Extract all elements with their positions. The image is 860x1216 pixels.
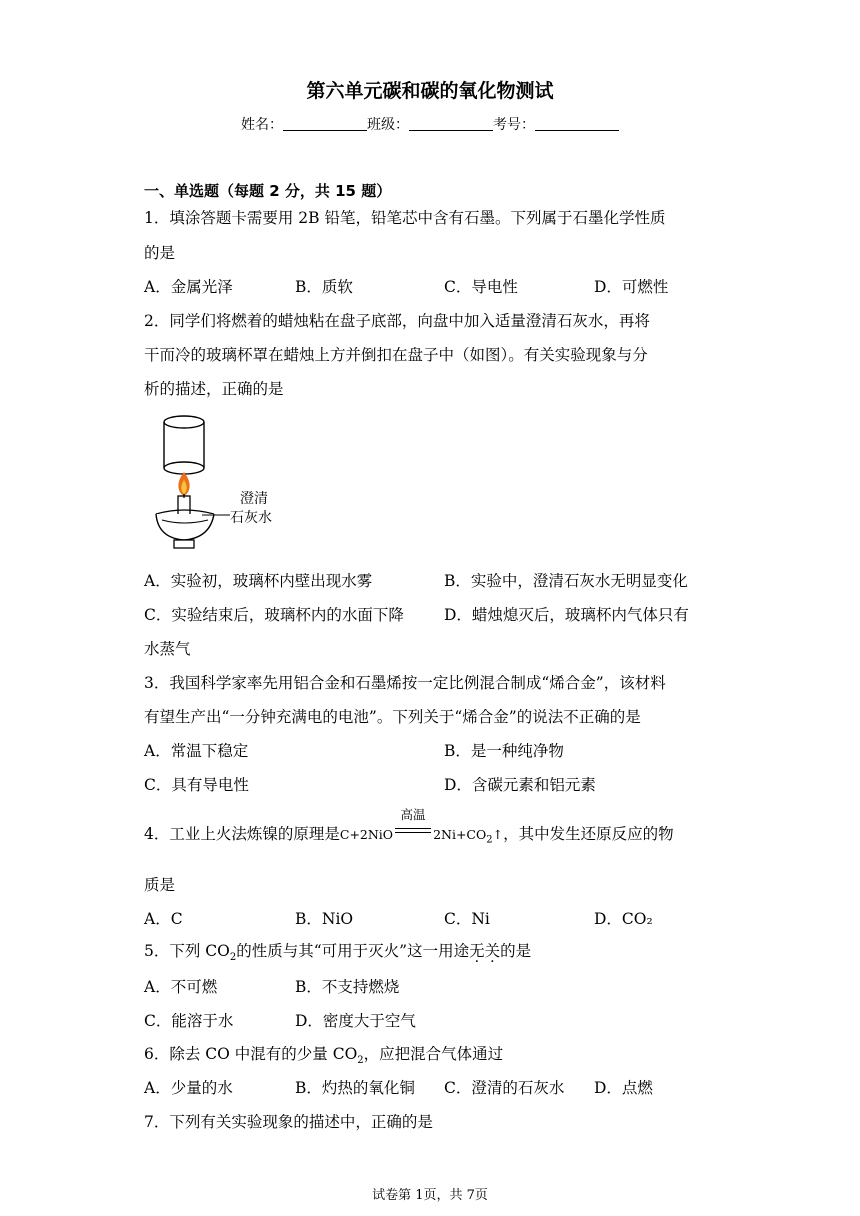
gas-arrow-icon: ↑ <box>492 827 504 842</box>
q5-part1: 5．下列 CO <box>144 942 230 960</box>
q5-subscript: 2 <box>229 952 237 964</box>
q1-option-b[interactable]: B．质软 <box>295 278 353 296</box>
page-footer: 试卷第 1页，共 7页 <box>372 1188 488 1203</box>
q3-option-a[interactable]: A．常温下稳定 <box>144 742 249 760</box>
figure-label-clear: 澄清 <box>240 491 268 507</box>
chemical-equation <box>339 807 504 846</box>
equals-sign <box>393 807 433 839</box>
q6-stem <box>144 1042 503 1066</box>
q2-option-b[interactable]: B．实验中，澄清石灰水无明显变化 <box>444 572 688 590</box>
q5-option-b[interactable]: B．不支持燃烧 <box>295 978 400 996</box>
plate-icon <box>156 510 214 548</box>
equation-lhs: C+2NiO <box>339 827 394 842</box>
q2-option-d[interactable]: D．蜡烛熄灭后，玻璃杯内气体只有 <box>444 606 689 624</box>
q3-option-c[interactable]: C．具有导电性 <box>144 776 249 794</box>
q3-option-d[interactable]: D．含碳元素和铝元素 <box>444 776 596 794</box>
q4-option-a[interactable]: A．C <box>144 910 183 928</box>
flame-icon <box>178 472 189 496</box>
q2-stem-line3: 析的描述，正确的是 <box>144 380 284 398</box>
q5-option-d[interactable]: D．密度大于空气 <box>295 1012 416 1030</box>
q6-option-a[interactable]: A．少量的水 <box>144 1079 233 1097</box>
class-label: 班级： <box>367 117 409 133</box>
section-heading: 一、单选题（每题 2 分，共 15 题） <box>144 182 392 200</box>
q2-stem-line2: 干而冷的玻璃杯罩在蜡烛上方并倒扣在盘子中（如图）。有关实验现象与分 <box>144 346 648 364</box>
q3-option-b[interactable]: B．是一种纯净物 <box>444 742 564 760</box>
q5-option-c[interactable]: C．能溶于水 <box>144 1012 234 1030</box>
q4-suffix: ，其中发生还原反应的物 <box>503 825 674 843</box>
name-blank[interactable] <box>283 116 367 131</box>
q3-stem-line1: 3．我国科学家率先用铝合金和石墨烯按一定比例混合制成“烯合金”，该材料 <box>144 674 666 692</box>
glass-cup-icon <box>164 416 204 474</box>
q4-option-d[interactable]: D．CO₂ <box>594 910 653 928</box>
q4-stem-line2: 质是 <box>144 876 176 894</box>
q1-stem-line2: 的是 <box>144 244 176 262</box>
q6-part2: ，应把混合气体通过 <box>363 1045 504 1063</box>
candle-experiment-figure <box>150 410 290 555</box>
q1-option-c[interactable]: C．导电性 <box>444 278 518 296</box>
q1-option-d[interactable]: D．可燃性 <box>594 278 669 296</box>
class-blank[interactable] <box>409 116 493 131</box>
student-info-row <box>0 114 860 134</box>
q2-stem-line1: 2．同学们将燃着的蜡烛粘在盘子底部，向盘中加入适量澄清石灰水，再将 <box>144 312 650 330</box>
q1-stem-line1: 1．填涂答题卡需要用 2B 铅笔，铅笔芯中含有石墨。下列属于石墨化学性质 <box>144 209 666 227</box>
q6-part1: 6．除去 CO 中混有的少量 CO <box>144 1045 358 1063</box>
q2-option-d-continued: 水蒸气 <box>144 640 191 658</box>
equation-rhs: 2Ni+CO <box>433 827 487 842</box>
q4-option-c[interactable]: C．Ni <box>444 910 490 928</box>
q5-emphasis-2: 关 <box>484 942 501 960</box>
equation-condition: 高温 <box>400 807 426 822</box>
q6-option-b[interactable]: B．灼热的氧化铜 <box>295 1079 415 1097</box>
q4-prefix: 4．工业上火法炼镍的原理是 <box>144 825 340 843</box>
q2-option-c[interactable]: C．实验结束后，玻璃杯内的水面下降 <box>144 606 404 624</box>
q4-stem-line1 <box>144 807 674 846</box>
equation-rhs-subscript: 2 <box>486 834 493 846</box>
q1-option-a[interactable]: A．金属光泽 <box>144 278 233 296</box>
q3-stem-line2: 有望生产出“一分钟充满电的电池”。下列关于“烯合金”的说法不正确的是 <box>144 708 641 726</box>
q6-option-d[interactable]: D．点燃 <box>594 1079 653 1097</box>
q6-option-c[interactable]: C．澄清的石灰水 <box>444 1079 565 1097</box>
exam-number-label: 考号： <box>493 117 535 133</box>
exam-number-blank[interactable] <box>535 116 619 131</box>
q5-option-a[interactable]: A．不可燃 <box>144 978 218 996</box>
q5-stem <box>144 939 531 963</box>
q2-option-a[interactable]: A．实验初，玻璃杯内壁出现水雾 <box>144 572 373 590</box>
figure-label-limewater: 石灰水 <box>230 510 272 526</box>
q5-part3: 的是 <box>500 942 532 960</box>
name-label: 姓名： <box>241 117 283 133</box>
q5-part2: 的性质与其“可用于灭火”这一用途 <box>236 942 470 960</box>
q4-option-b[interactable]: B．NiO <box>295 910 354 928</box>
q5-emphasis-1: 无 <box>469 942 485 960</box>
q7-stem-line1: 7．下列有关实验现象的描述中，正确的是 <box>144 1113 433 1131</box>
exam-title: 第六单元碳和碳的氧化物测试 <box>306 80 554 102</box>
q6-subscript: 2 <box>357 1055 364 1067</box>
